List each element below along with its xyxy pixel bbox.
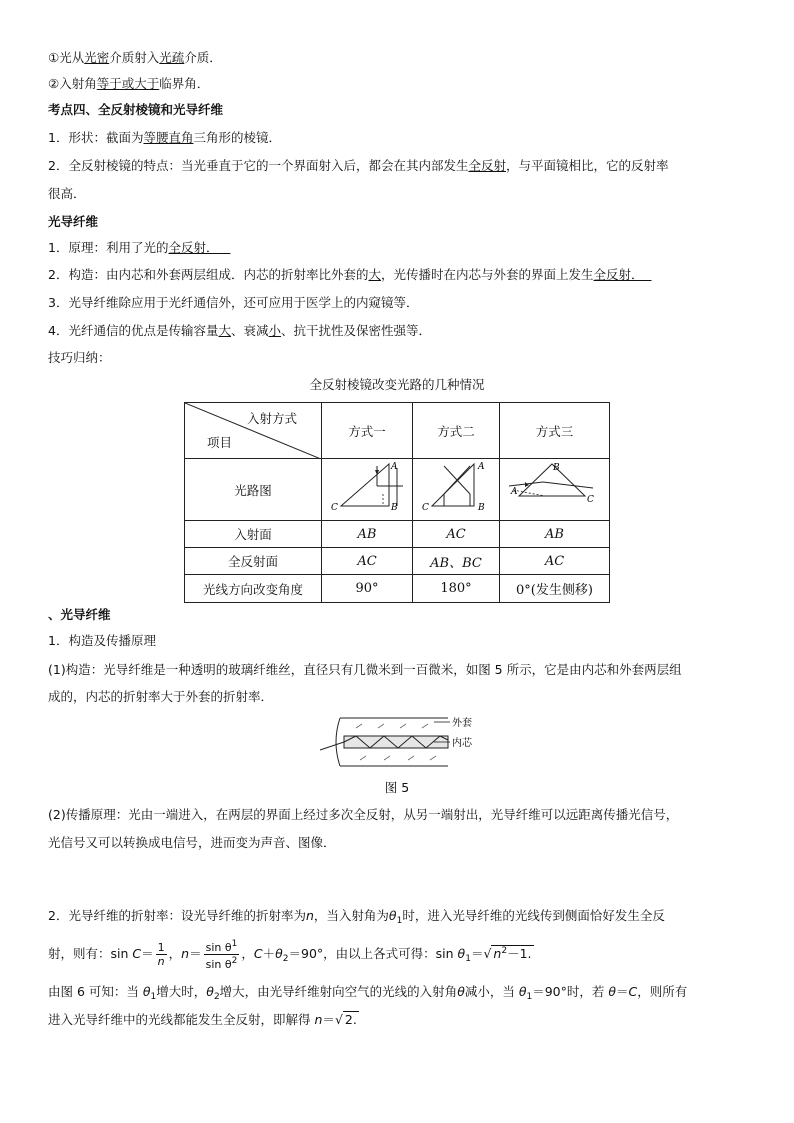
- structure-paragraph-2: 成的，内芯的折射率大于外套的折射率．: [48, 689, 274, 704]
- fiber-application: 3．光导纤维除应用于光纤通信外，还可应用于医学上的内窥镜等．: [48, 295, 419, 310]
- prism-feature: 2．全反射棱镜的特点：当光垂直于它的一个界面射入后，都会在其内部发生全反射，与平面镜相比，它的反射率: [48, 158, 669, 173]
- index-paragraph-4: 进入光导纤维中的光线都能发生全反射，即解得 n＝√ 2.: [48, 1012, 357, 1027]
- table-cell: AB: [322, 521, 413, 548]
- prism-diagram-2: [418, 460, 494, 516]
- table-cell: AC: [322, 548, 413, 575]
- column-header: 方式二: [413, 403, 500, 459]
- label-A: A: [510, 486, 517, 497]
- corner-top-label: 入射方式: [247, 411, 298, 426]
- label-B: B: [478, 502, 485, 513]
- prism-table: [184, 402, 610, 603]
- index-paragraph-2: 射，则有：sin C＝ $\frac{1}{n}$ ，n＝ $\frac{\sin \theta^1}{\sin \theta^2}$ ，$C+\theta_2=90^\circ$，由以上各式可得：$\sin \theta_1=√$ $n^2-1$.: [48, 939, 532, 971]
- fiber-heading: 光导纤维: [48, 214, 99, 229]
- condition-1: ①光从光密介质射入光疏介质．: [48, 50, 222, 65]
- light-path-figure-2: [413, 459, 500, 521]
- label-outer: 外套: [452, 718, 472, 729]
- figure-caption: 图 5: [384, 780, 410, 795]
- fiber-figure: [316, 712, 480, 774]
- corner-bottom-label: 项目: [207, 435, 233, 450]
- corner-cell: [185, 403, 322, 459]
- label-A: A: [478, 461, 485, 472]
- propagation-paragraph-2: 光信号又可以转换成电信号，进而变为声音、图像．: [48, 835, 336, 850]
- prism-shape: 1．形状：截面为等腰直角三角形的棱镜．: [48, 130, 281, 145]
- row-label: 入射面: [185, 521, 322, 548]
- fiber-section-heading: 、光导纤维: [48, 607, 111, 622]
- label-C: C: [586, 494, 594, 505]
- tips-heading: 技巧归纳：: [48, 350, 111, 365]
- index-paragraph-3: 由图 6 可知：当 $\theta_1$增大时，$\theta_2$增大，由光导纤维射向空气的光线的入射角θ减小，当 $\theta_1=90^\circ$时，若 θ＝C，则所有: [48, 984, 688, 1002]
- label-C: C: [422, 502, 429, 513]
- table-cell: AB、BC: [413, 548, 500, 575]
- light-path-figure-1: [322, 459, 413, 521]
- condition-2: ②入射角等于或大于临界角．: [48, 76, 210, 91]
- table-cell: AB: [500, 521, 610, 548]
- row-label: 光线方向改变角度: [185, 575, 322, 603]
- row-label: 光路图: [185, 459, 322, 521]
- column-header: 方式一: [322, 403, 413, 459]
- propagation-paragraph-1: (2)传播原理：光由一端进入，在两层的界面上经过多次全反射，从另一端射出，光导纤维可以远距离传播光信号，: [48, 807, 679, 822]
- table-cell: 90°: [322, 575, 413, 603]
- label-A: A: [391, 461, 398, 472]
- label-inner: 内芯: [452, 738, 472, 749]
- fiber-advantages: 4．光纤通信的优点是传输容量大、衰减小、抗干扰性及保密性强等．: [48, 323, 432, 338]
- prism-feature-cont: 很高．: [48, 186, 86, 201]
- row-label: 全反射面: [185, 548, 322, 575]
- index-paragraph-1: 2．光导纤维的折射率：设光导纤维的折射率为n，当入射角为$\theta_1$时，进入光导纤维的光线传到侧面恰好发生全反: [48, 908, 665, 926]
- table-cell: AC: [413, 521, 500, 548]
- structure-heading: 1．构造及传播原理: [48, 633, 156, 648]
- label-C: C: [331, 502, 338, 513]
- table-cell: 0°(发生侧移): [500, 575, 610, 603]
- table-cell: AC: [500, 548, 610, 575]
- fiber-principle: 1．原理：利用了光的全反射．: [48, 240, 219, 255]
- light-path-figure-3: [500, 459, 610, 521]
- table-cell: 180°: [413, 575, 500, 603]
- fiber-structure: 2．构造：由内芯和外套两层组成．内芯的折射率比外套的大，光传播时在内芯与外套的界面上发生全反射．: [48, 267, 644, 282]
- prism-diagram-1: [327, 460, 407, 516]
- column-header: 方式三: [500, 403, 610, 459]
- prism-diagram-3: [505, 460, 605, 516]
- label-B: B: [391, 502, 398, 513]
- structure-paragraph-1: (1)构造：光导纤维是一种透明的玻璃纤维丝，直径只有几微米到一百微米，如图 5 所示，它是由内芯和外套两层组: [48, 662, 682, 677]
- table-caption: 全反射棱镜改变光路的几种情况: [309, 377, 485, 392]
- section-heading-prism: 考点四、全反射棱镜和光导纤维: [48, 102, 224, 117]
- label-B: B: [552, 462, 560, 473]
